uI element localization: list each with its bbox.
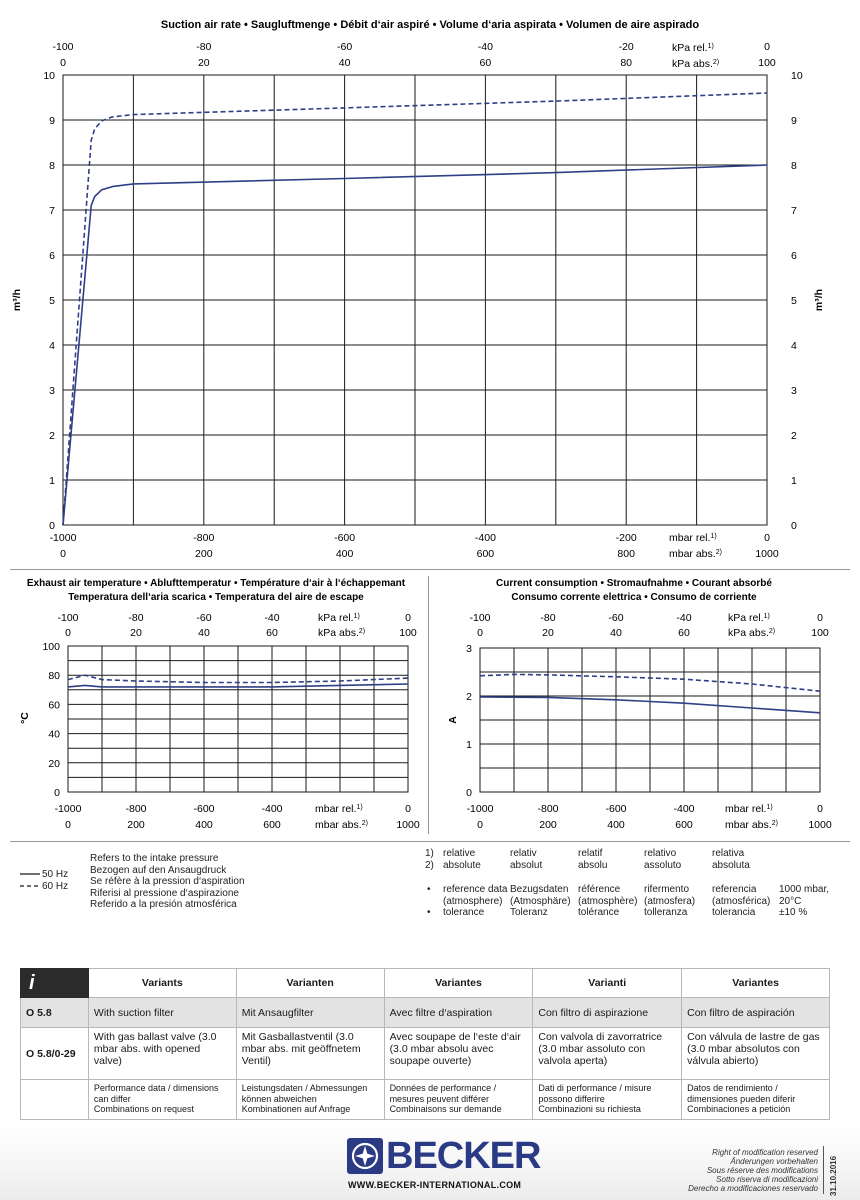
variant-cell: Avec filtre d‘aspiration [384, 998, 533, 1028]
info-icon: i [29, 972, 35, 994]
suction-y-label-left: m³/h [11, 288, 23, 312]
x-tick-label: -20 [618, 41, 634, 53]
x-tick-label: 800 [617, 548, 635, 560]
fn-text: absolute [443, 859, 481, 871]
temperature-grid [68, 646, 408, 792]
rights-line: Änderungen vorbehalten [730, 1157, 818, 1166]
temperature-y-ticks [42, 641, 60, 799]
x-tick-label: 80 [620, 57, 633, 69]
y-tick-label: 10 [43, 70, 55, 82]
temperature-mbar-abs-label: mbar abs.$^{2)}$ [315, 819, 368, 831]
temperature-y-label: °C [19, 712, 31, 724]
y-tick-label: 3 [791, 385, 797, 397]
ref-text: référence [578, 884, 621, 895]
x-tick-label: 200 [127, 819, 145, 831]
empty-cell [21, 1080, 89, 1120]
y-tick-label: 1 [49, 475, 55, 487]
y-tick-label: 9 [791, 115, 797, 127]
x-tick-label: -1000 [466, 803, 494, 815]
fn-text: relative [443, 848, 476, 859]
footnote-col [712, 848, 750, 871]
variants-table [20, 968, 830, 1120]
variant-row [21, 1028, 830, 1080]
x-tick-label: 400 [195, 819, 213, 831]
legend-50hz-label: 50 Hz [42, 869, 69, 880]
x-tick-label: -200 [615, 532, 637, 544]
ref-text: 20°C [779, 895, 802, 907]
x-tick-label: -400 [261, 803, 283, 815]
ref-text: referencia [712, 884, 757, 895]
y-tick-label: 3 [466, 643, 472, 655]
y-tick-label: 2 [791, 430, 797, 442]
footer-cell: Leistungsdaten / Abmessungen können abweichen Kombinationen auf Anfrage [236, 1080, 384, 1120]
current-kpa-rel-label: kPa rel.$^{1)}$ [728, 612, 770, 624]
variant-cell: Con válvula de lastre de gas (3.0 mbar absolutos con válvula abierto) [682, 1028, 830, 1080]
ref-text: tolérance [578, 907, 620, 918]
suction-top-abs-ticks [60, 57, 776, 69]
header-cell: Variantes [384, 969, 533, 998]
temperature-kpa-abs-label: kPa abs.$^{2)}$ [318, 627, 366, 639]
footer-cell: Données de performance / mesures peuvent différer Combinaisons sur demande [384, 1080, 533, 1120]
note-line: Refers to the intake pressure [90, 853, 219, 864]
y-tick-label: 5 [791, 295, 797, 307]
reference-col [443, 884, 508, 919]
suction-top-rel-ticks [52, 41, 770, 53]
current-chart-title-2: Consumo corrente elettrica • Consumo de corriente [511, 592, 757, 603]
y-tick-label: 9 [49, 115, 55, 127]
ref-text: tolerancia [712, 907, 756, 918]
header-cell: Varianten [236, 969, 384, 998]
y-tick-label: 6 [49, 250, 55, 262]
y-tick-label: 6 [791, 250, 797, 262]
current-top-rel-ticks [469, 612, 823, 624]
rights-line: Right of modification reserved [712, 1148, 818, 1157]
variant-cell: Mit Ansaugfilter [236, 998, 384, 1028]
y-tick-label: 4 [791, 340, 797, 352]
fn-text: absoluta [712, 859, 750, 871]
x-tick-label: 20 [197, 57, 210, 69]
x-tick-label: 1000 [396, 819, 420, 831]
ref-text: Toleranz [510, 907, 548, 918]
variant-cell: Con filtro di aspirazione [533, 998, 682, 1028]
rights-line: Sous réserve des modifications [706, 1166, 818, 1175]
fn-text: relativo [644, 848, 677, 859]
reference-col [712, 884, 770, 919]
x-tick-label: 0 [405, 803, 411, 815]
variant-cell: With suction filter [88, 998, 236, 1028]
x-tick-label: 20 [130, 627, 142, 639]
ref-text: (Atmosphäre) [510, 895, 571, 907]
ref-text: ±10 % [779, 907, 808, 918]
footnote-col [644, 848, 681, 871]
current-grid [480, 648, 820, 792]
y-tick-label: 1 [466, 739, 472, 751]
legend-labels [42, 869, 68, 892]
footnote-1-mark: 1) [425, 848, 434, 859]
y-tick-label: 5 [49, 295, 55, 307]
y-tick-label: 8 [791, 160, 797, 172]
current-y-label: A [447, 716, 459, 724]
x-tick-label: -800 [193, 532, 215, 544]
y-tick-label: 3 [49, 385, 55, 397]
y-tick-label: 4 [49, 340, 55, 352]
x-tick-label: 60 [678, 627, 690, 639]
x-tick-label: 400 [335, 548, 354, 560]
suction-y-ticks-left [43, 70, 55, 532]
suction-mbar-rel-label: mbar rel.$^{1)}$ [669, 532, 717, 544]
x-tick-label: 0 [817, 612, 823, 624]
x-tick-label: -60 [337, 41, 353, 53]
current-bottom-abs-ticks [477, 819, 832, 831]
x-tick-label: -400 [474, 532, 496, 544]
footer-cell: Dati di performance / misure possono differire Combinazioni su richiesta [533, 1080, 682, 1120]
intake-pressure-note [90, 853, 245, 911]
rights-line: Derecho a modificaciones reservado [688, 1184, 818, 1193]
footnote-2-mark: 2) [425, 859, 434, 871]
y-tick-label: 1 [791, 475, 797, 487]
y-tick-label: 2 [49, 430, 55, 442]
variant-cell: Mit Gasballastventil (3.0 mbar abs. mit geöffnetem Ventil) [236, 1028, 384, 1080]
x-tick-label: -80 [128, 612, 144, 624]
x-tick-label: -80 [540, 612, 556, 624]
variant-cell: Avec soupape de l‘este d‘air (3.0 mbar absolu avec soupape ouverte) [384, 1028, 533, 1080]
revision-date [826, 1144, 840, 1198]
x-tick-label: 100 [399, 627, 417, 639]
variant-cell: With gas ballast valve (3.0 mbar abs. with opened valve) [88, 1028, 236, 1080]
rights-notice [688, 1148, 818, 1193]
x-tick-label: 600 [675, 819, 693, 831]
y-tick-label: 7 [791, 205, 797, 217]
y-tick-label: 80 [48, 670, 60, 683]
reference-col [510, 884, 571, 919]
y-tick-label: 0 [791, 520, 797, 532]
x-tick-label: -600 [605, 803, 627, 815]
reference-col [779, 884, 829, 919]
becker-logo-mark [347, 1138, 383, 1174]
suction-grid [63, 75, 767, 525]
suction-y-label-right: m³/h [813, 288, 825, 312]
x-tick-label: 200 [195, 548, 213, 560]
y-tick-label: 100 [42, 641, 60, 653]
variant-code: O 5.8 [21, 998, 89, 1028]
temperature-chart-title-2: Temperatura dell‘aria scarica • Temperatura del aire de escape [68, 592, 364, 603]
ref-text: tolleranza [644, 907, 688, 918]
x-tick-label: 100 [758, 57, 776, 69]
note-line: Se réfère à la pression d‘aspiration [90, 876, 245, 887]
x-tick-label: -100 [57, 612, 79, 624]
note-line: Bezogen auf den Ansaugdruck [90, 864, 227, 876]
variant-code: O 5.8/0-29 [21, 1028, 89, 1080]
x-tick-label: 0 [405, 612, 411, 624]
x-tick-label: 0 [60, 548, 66, 560]
reference-bullets [427, 884, 431, 919]
header-cell: Varianti [533, 969, 682, 998]
x-tick-label: -800 [537, 803, 559, 815]
legend-60hz-label: 60 Hz [42, 880, 69, 892]
chart-separator [428, 576, 429, 834]
x-tick-label: 60 [266, 627, 278, 639]
y-tick-label: 0 [49, 520, 55, 532]
x-tick-label: -1000 [49, 532, 77, 544]
y-tick-label: 60 [48, 699, 60, 712]
x-tick-label: 200 [539, 819, 557, 831]
footnote-col [578, 848, 607, 871]
ref-text: 1000 mbar, [779, 884, 830, 895]
y-tick-label: 7 [49, 205, 55, 217]
suction-kpa-abs-label: kPa abs.$^{2)}$ [672, 58, 720, 70]
x-tick-label: 60 [479, 57, 492, 69]
y-tick-label: 0 [54, 787, 60, 799]
fn-text: absolut [510, 859, 543, 871]
rights-line: Sotto riserva di modificazioni [716, 1175, 818, 1184]
x-tick-label: 0 [477, 627, 483, 639]
suction-bottom-rel-ticks [50, 532, 771, 544]
footnote-col [510, 848, 542, 871]
variants-footer-row [21, 1080, 830, 1120]
x-tick-label: -800 [125, 803, 147, 815]
current-mbar-abs-label: mbar abs.$^{2)}$ [725, 819, 778, 831]
x-tick-label: 0 [817, 803, 823, 815]
x-tick-label: -1000 [54, 803, 82, 815]
x-tick-label: -40 [477, 41, 493, 53]
y-tick-label: 20 [48, 757, 60, 770]
x-tick-label: -100 [52, 41, 74, 53]
header-cell: Variants [88, 969, 236, 998]
x-tick-label: -40 [264, 612, 280, 624]
website-link[interactable]: WWW.BECKER-INTERNATIONAL.COM [348, 1180, 522, 1190]
reference-col [578, 884, 637, 919]
note-line: Referido a la presión atmosférica [90, 899, 237, 910]
current-y-ticks [466, 643, 472, 799]
x-tick-label: -600 [334, 532, 356, 544]
x-tick-label: 0 [65, 819, 71, 831]
bullet: • [427, 907, 431, 918]
x-tick-label: 0 [65, 627, 71, 639]
ref-text: tolerance [443, 907, 485, 918]
note-line: Riferisi al pressione d‘aspirazione [90, 887, 239, 899]
footer-cell: Datos de rendimiento / dimensiones pueden diferir Combinaciones a petición [682, 1080, 830, 1120]
legend-swatches [20, 868, 42, 892]
becker-logo-text: BECKER [386, 1135, 541, 1177]
x-tick-label: 600 [476, 548, 495, 560]
x-tick-label: 0 [764, 41, 770, 53]
x-tick-label: 20 [542, 627, 554, 639]
x-tick-label: 400 [607, 819, 625, 831]
variant-row [21, 998, 830, 1028]
fn-text: relatif [578, 848, 603, 859]
temperature-chart-title-1: Exhaust air temperature • Ablufttemperatur • Température d‘air à l‘échappemant [26, 578, 406, 589]
fn-text: relativ [510, 848, 537, 859]
temperature-mbar-rel-label: mbar rel.$^{1)}$ [315, 803, 363, 815]
suction-chart [0, 0, 860, 565]
temperature-chart [0, 570, 428, 840]
divider-line [10, 841, 850, 842]
current-top-abs-ticks [477, 627, 829, 639]
ref-text: rifermento [644, 884, 690, 895]
x-tick-label: -80 [196, 41, 212, 53]
suction-y-ticks-right [791, 70, 803, 532]
ref-text: (atmosfera) [644, 895, 696, 907]
info-icon-cell [21, 969, 89, 998]
x-tick-label: 1000 [755, 548, 779, 560]
footnote-marks [425, 848, 434, 871]
x-tick-label: -60 [608, 612, 624, 624]
header-cell: Variantes [682, 969, 830, 998]
variant-cell: Con valvola di zavorratrice (3.0 mbar assoluto con valvola aperta) [533, 1028, 682, 1080]
ref-text: reference data [443, 884, 508, 895]
ref-text: (atmosphère) [578, 895, 638, 907]
bullet: • [427, 884, 431, 895]
y-tick-label: 10 [791, 70, 803, 82]
reference-col [644, 884, 695, 919]
current-mbar-rel-label: mbar rel.$^{1)}$ [725, 803, 773, 815]
variant-cell: Con filtro de aspiración [682, 998, 830, 1028]
fn-text: absolu [578, 859, 608, 871]
suction-mbar-abs-label: mbar abs.$^{2)}$ [669, 548, 722, 560]
current-chart-title-1: Current consumption • Stromaufnahme • Courant absorbé [496, 578, 772, 589]
x-tick-label: 0 [477, 819, 483, 831]
x-tick-label: -60 [196, 612, 212, 624]
y-tick-label: 2 [466, 691, 472, 703]
x-tick-label: -100 [469, 612, 491, 624]
ref-text: (atmosférica) [712, 895, 771, 907]
footnote-col [443, 848, 481, 871]
suction-kpa-rel-label: kPa rel.$^{1)}$ [672, 42, 714, 54]
x-tick-label: 40 [338, 57, 351, 69]
y-tick-label: 0 [466, 787, 472, 799]
x-tick-label: -40 [676, 612, 692, 624]
x-tick-label: 0 [764, 532, 770, 544]
x-tick-label: 600 [263, 819, 281, 831]
x-tick-label: 0 [60, 57, 66, 69]
variants-header-row [21, 969, 830, 998]
x-tick-label: 1000 [808, 819, 832, 831]
footer-cell: Performance data / dimensions can differ Combinations on request [88, 1080, 236, 1120]
ref-text: (atmosphere) [443, 895, 503, 907]
temperature-kpa-rel-label: kPa rel.$^{1)}$ [318, 612, 360, 624]
suction-chart-title: Suction air rate • Saugluftmenge • Débit d‘air aspiré • Volume d‘aria aspirata • Volumen de aire aspirado [160, 19, 700, 31]
x-tick-label: 40 [610, 627, 622, 639]
current-chart [430, 570, 860, 840]
footer-divider [823, 1146, 824, 1194]
y-tick-label: 8 [49, 160, 55, 172]
fn-text: assoluto [644, 859, 682, 871]
x-tick-label: -600 [193, 803, 215, 815]
x-tick-label: -400 [673, 803, 695, 815]
fn-text: relativa [712, 848, 745, 859]
y-tick-label: 40 [48, 728, 60, 741]
current-kpa-abs-label: kPa abs.$^{2)}$ [728, 627, 776, 639]
x-tick-label: 40 [198, 627, 210, 639]
revision-date-text: 31.10.2016 [829, 1155, 838, 1196]
x-tick-label: 100 [811, 627, 829, 639]
ref-text: Bezugsdaten [510, 884, 569, 895]
